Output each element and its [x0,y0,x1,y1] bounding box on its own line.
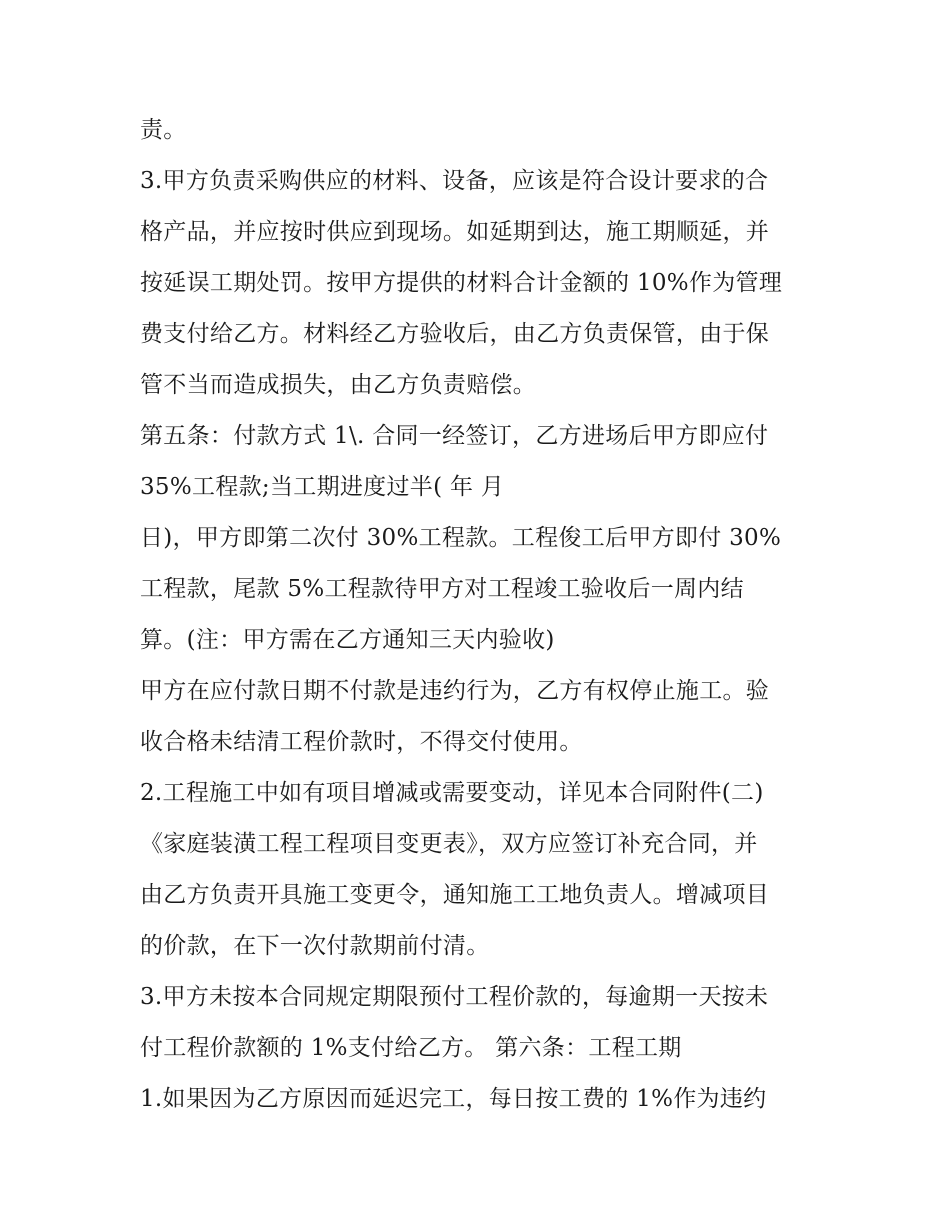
text-line: 收合格未结清工程价款时，不得交付使用。 [140,729,583,755]
text-line: 费支付给乙方。材料经乙方验收后，由乙方负责保管，由于保 [140,321,770,347]
text-line: 35%工程款;当工期进度过半( 年 月 [140,474,505,500]
text-line: 3.甲方未按本合同规定期限预付工程价款的，每逾期一天按未 [140,984,769,1010]
text-line: 算。(注：甲方需在乙方通知三天内验收) [140,627,555,653]
text-line: 日)，甲方即第二次付 30%工程款。工程俊工后甲方即付 30% [140,525,782,551]
document-body [140,105,830,1125]
text-line: 的价款，在下一次付款期前付清。 [140,933,490,959]
text-line: 2.工程施工中如有项目增减或需要变动，详见本合同附件(二) [140,780,764,806]
text-line: 甲方在应付款日期不付款是违约行为，乙方有权停止施工。验 [140,678,770,704]
text-line: 责。 [140,117,187,143]
text-line: 付工程价款额的 1%支付给乙方。 第六条：工程工期 [140,1035,682,1061]
text-line: 第五条：付款方式 1\. 合同一经签订，乙方进场后甲方即应付 [140,423,769,449]
text-line: 工程款，尾款 5%工程款待甲方对工程竣工验收后一周内结 [140,576,744,602]
text-line: 3.甲方负责采购供应的材料、设备，应该是符合设计要求的合 [140,168,769,194]
text-line: 格产品，并应按时供应到现场。如延期到达，施工期顺延，并 [140,219,770,245]
text-line: 管不当而造成损失，由乙方负责赔偿。 [140,372,537,398]
text-line: 1.如果因为乙方原因而延迟完工，每日按工费的 1%作为违约 [140,1086,767,1112]
text-line: 由乙方负责开具施工变更令，通知施工工地负责人。增减项目 [140,882,770,908]
text-line: 《家庭装潢工程工程项目变更表》，双方应签订补充合同，并 [140,831,758,857]
text-line: 按延误工期处罚。按甲方提供的材料合计金额的 10%作为管理 [140,270,783,296]
